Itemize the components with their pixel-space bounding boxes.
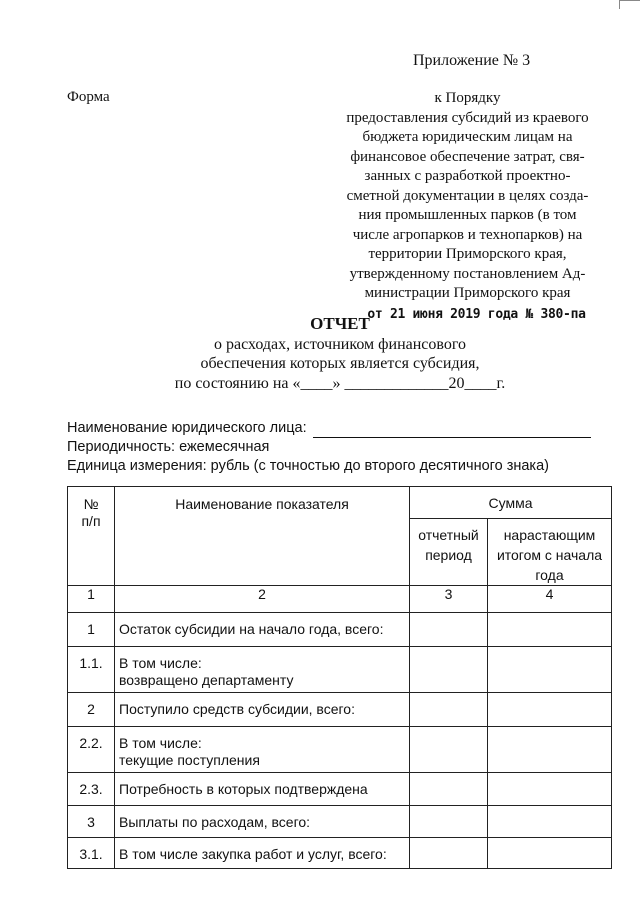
order-line: территории Приморского края, [368,246,567,262]
index-cell: 1 [68,586,115,613]
order-line: министрации Приморского края [364,285,571,301]
row-name-line: В том числе: [119,655,202,671]
header-line: года [535,567,564,583]
report-table [67,486,612,869]
reporting-period-cell[interactable] [410,806,488,838]
unit-of-measure: Единица измерения: рубль (с точностью до второго десятичного знака) [67,458,549,474]
reporting-period-cell[interactable] [410,727,488,773]
header-line: период [425,547,472,563]
report-heading: ОТЧЕТ [310,314,370,333]
header-indicator-name: Наименование показателя [115,487,410,586]
row-name-line: В том числе: [119,735,202,751]
appendix-number: Приложение № 3 [413,52,531,69]
row-name: Остаток субсидии на начало года, всего: [115,613,410,647]
table-row [68,647,612,693]
header-reporting-period [410,519,488,586]
row-name-line: возвращено департаменту [119,672,294,688]
index-cell: 4 [488,586,612,613]
header-cumulative [488,519,612,586]
reporting-period-cell[interactable] [410,613,488,647]
page-corner-mark [619,0,640,9]
cumulative-cell[interactable] [488,613,612,647]
table-row [68,773,612,806]
report-meta [67,419,591,476]
order-line: сметной документации в целях созда- [346,187,589,204]
order-line: числе агропарков и технопарков) на [352,226,583,243]
order-line: финансовое обеспечение затрат, свя- [350,148,585,165]
row-name [115,727,410,773]
order-reference-block [330,89,605,324]
row-name [115,647,410,693]
row-name: Выплаты по расходам, всего: [115,806,410,838]
row-num: 1 [68,613,115,647]
cumulative-cell[interactable] [488,806,612,838]
row-num: 2.2. [68,727,115,773]
header-num-line: № [83,496,99,512]
row-num: 3 [68,806,115,838]
row-num: 2.3. [68,773,115,806]
header-num-line: п/п [81,513,101,529]
row-name: Потребность в которых подтверждена [115,773,410,806]
report-date-line: по состоянию на «____» _____________20____г. [174,374,506,392]
cumulative-cell[interactable] [488,647,612,693]
order-line: предоставления субсидий из краевого [346,109,589,126]
row-num: 2 [68,693,115,727]
order-line: утвержденному постановлением Ад- [349,265,586,282]
form-label: Форма [67,89,110,105]
order-line: к Порядку [434,90,501,106]
row-name: Поступило средств субсидии, всего: [115,693,410,727]
index-cell: 3 [410,586,488,613]
table-row [68,727,612,773]
row-name-line: текущие поступления [119,752,260,768]
header-line: нарастающим [503,527,596,543]
order-line: ния промышленных парков (в том [358,207,577,223]
order-line: бюджета юридическим лицам на [362,129,573,145]
row-name: В том числе закупка работ и услуг, всего: [115,838,410,869]
cumulative-cell[interactable] [488,838,612,869]
resolution-stamp: от 21 июня 2019 года № 380-па [367,306,586,322]
reporting-period-cell[interactable] [410,773,488,806]
header-line: отчетный [418,527,479,543]
header-line: итогом с начала [496,547,603,563]
row-num: 1.1. [68,647,115,693]
entity-name-row [67,419,591,438]
reporting-period-cell[interactable] [410,838,488,869]
cumulative-cell[interactable] [488,773,612,806]
reporting-period-cell[interactable] [410,693,488,727]
report-title-block [110,314,570,393]
table-row [68,693,612,727]
table-row [68,806,612,838]
entity-name-field[interactable] [313,423,591,438]
report-subtitle-line: о расходах, источником финансового [213,335,466,353]
report-subtitle-line: обеспечения которых является субсидия, [200,355,480,372]
periodicity: Периодичность: ежемесячная [67,439,270,455]
entity-name-label: Наименование юридического лица: [67,420,307,436]
cumulative-cell[interactable] [488,693,612,727]
table-row [68,838,612,869]
row-num: 3.1. [68,838,115,869]
cumulative-cell[interactable] [488,727,612,773]
reporting-period-cell[interactable] [410,647,488,693]
table-row [68,613,612,647]
header-sum: Сумма [410,487,612,519]
header-num [68,487,115,586]
index-cell: 2 [115,586,410,613]
order-line: занных с разработкой проектно- [364,168,571,184]
